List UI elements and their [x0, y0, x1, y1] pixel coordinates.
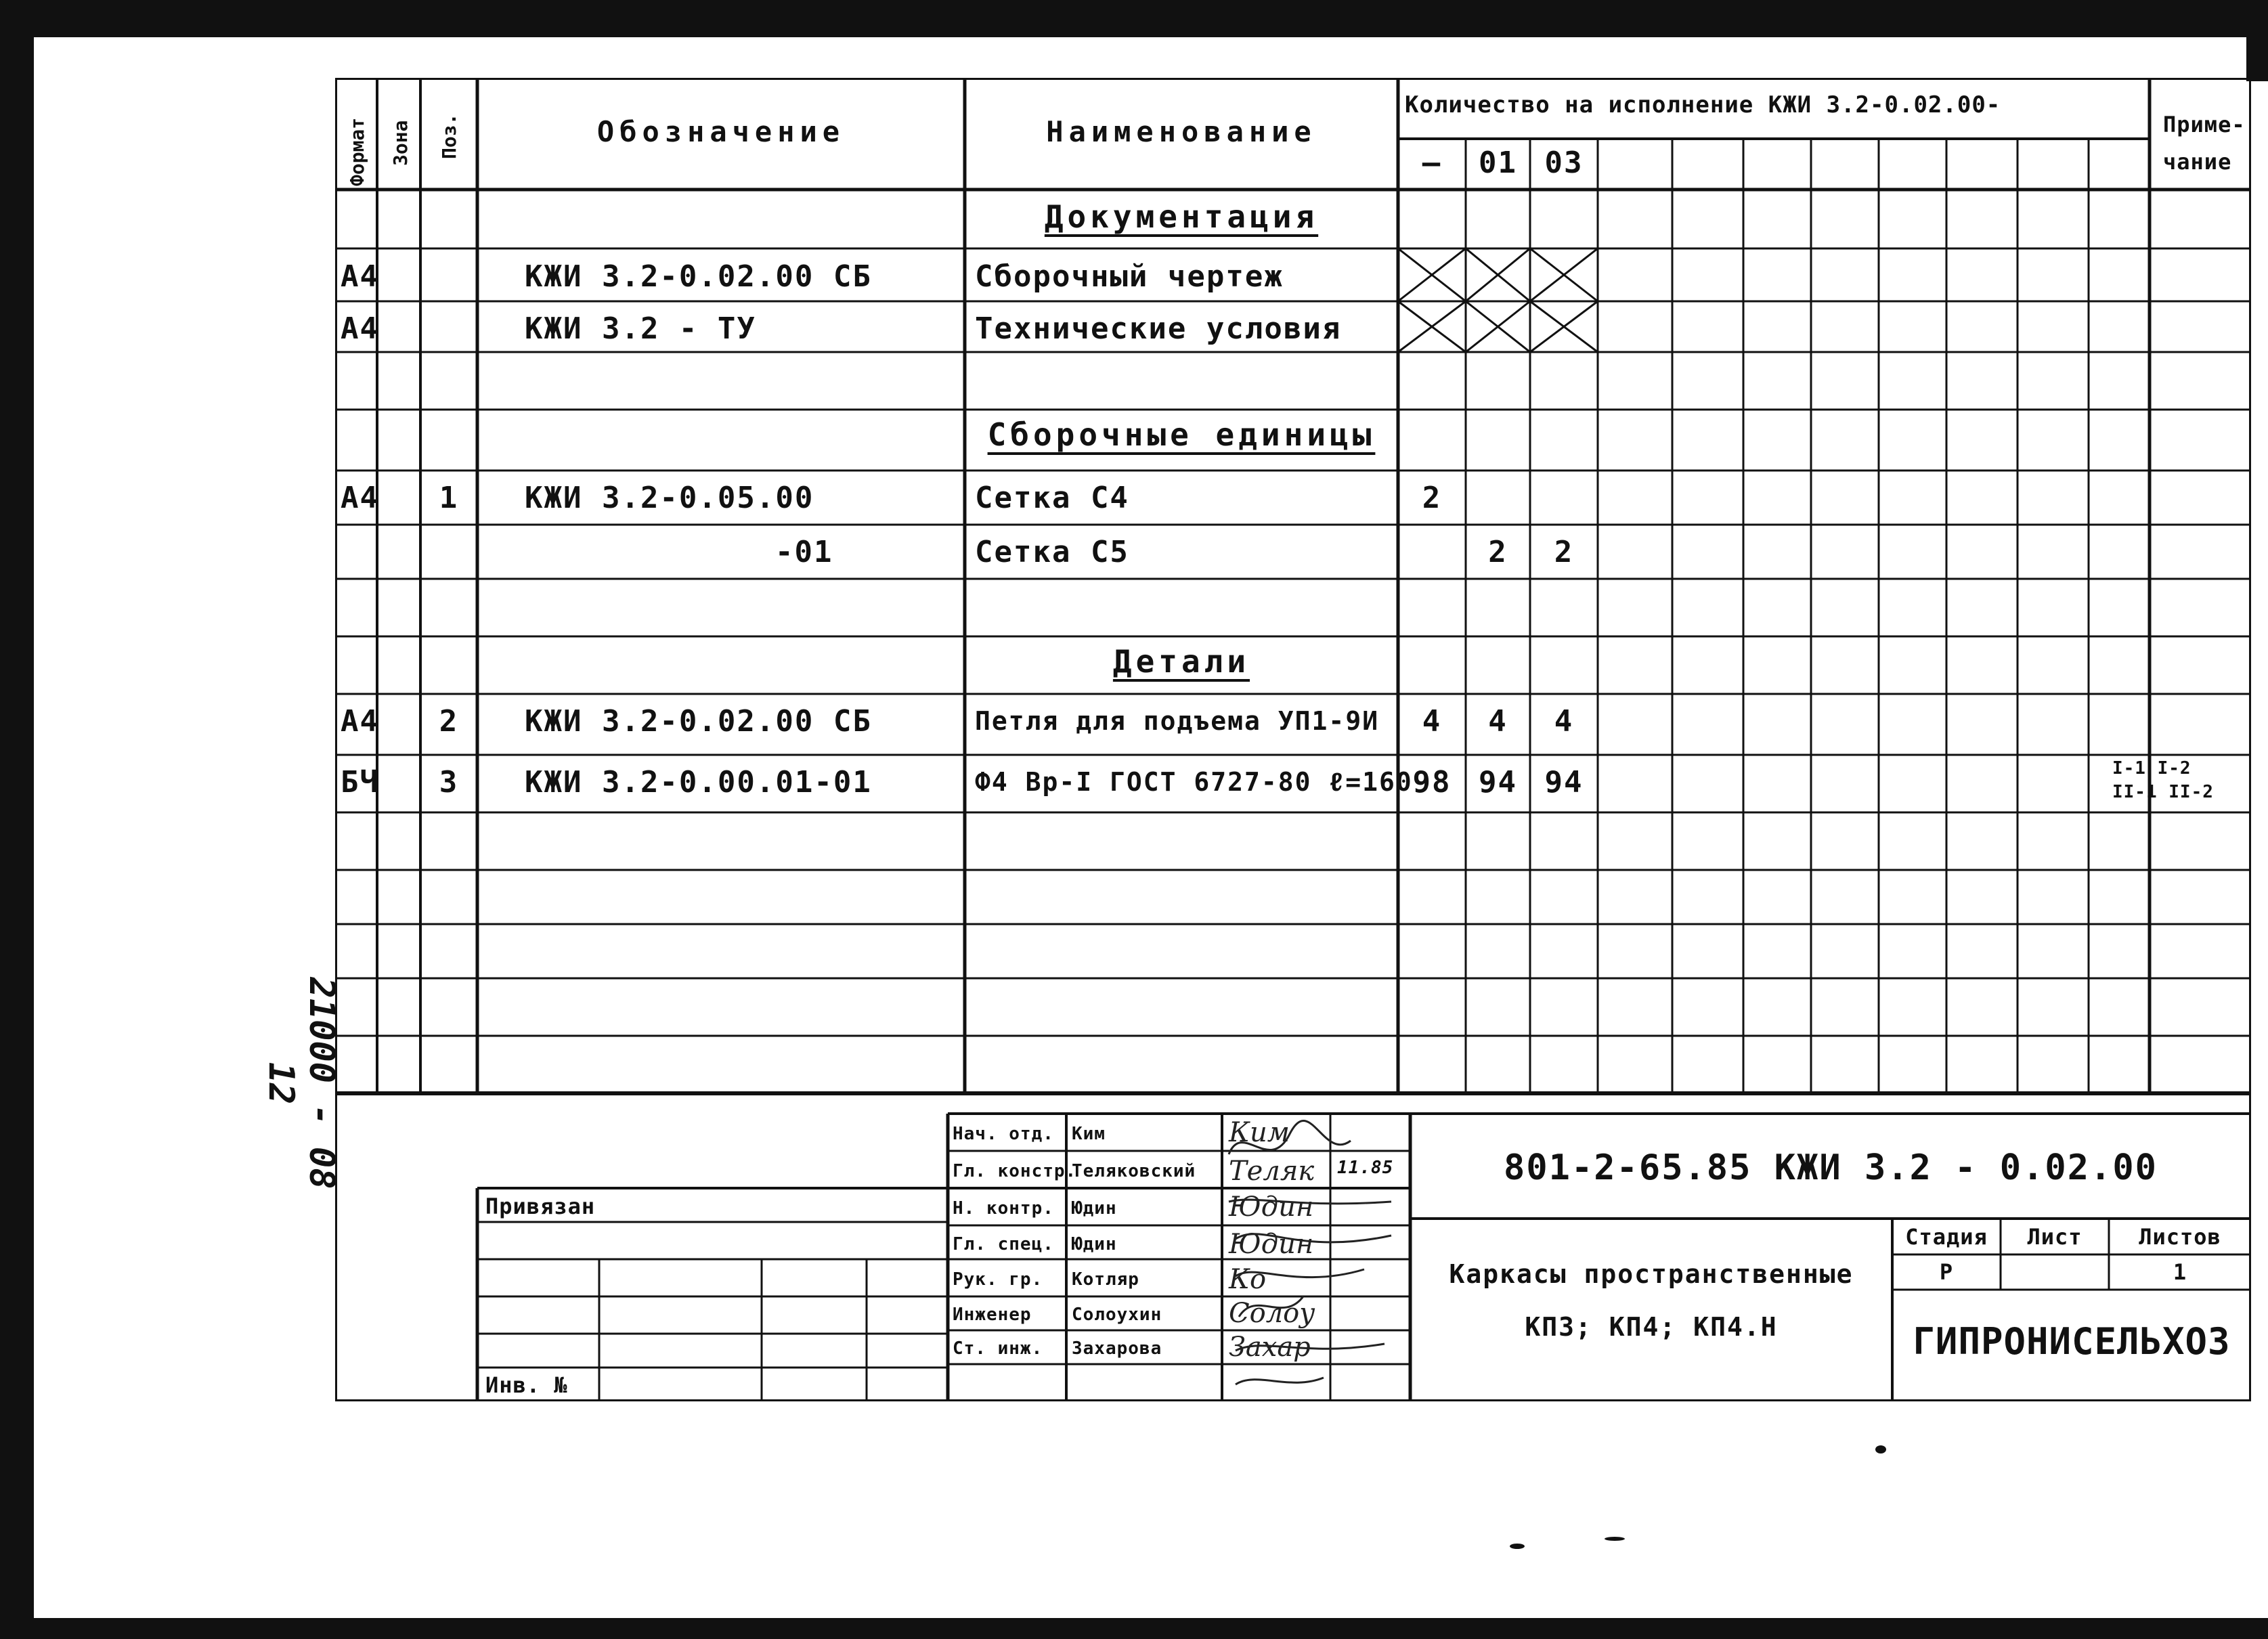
- name-kotlyar: Котляр: [1072, 1269, 1139, 1290]
- signature-7: Захар: [1229, 1332, 1311, 1363]
- signature-4: Юдин: [1229, 1229, 1314, 1260]
- signature-2: Теляк: [1229, 1156, 1315, 1187]
- header-pos: Поз.: [438, 113, 460, 159]
- header-format: Формат: [346, 117, 368, 186]
- row2-name: Технические условия: [975, 311, 1342, 346]
- side-stamp-text: 21000 - 08 12: [261, 977, 342, 1189]
- row1-name: Сборочный чертеж: [975, 259, 1284, 294]
- row1-designation: КЖИ 3.2-0.02.00 СБ: [525, 259, 872, 294]
- row6-format: БЧ: [341, 765, 379, 800]
- header-zone: Зона: [389, 120, 412, 166]
- header-qty-03: 03: [1544, 146, 1584, 180]
- document-code: 801-2-65.85 КЖИ 3.2 - 0.02.00: [1504, 1148, 2158, 1188]
- signature-6: Солоу: [1229, 1298, 1315, 1329]
- row5-format: А4: [341, 704, 379, 739]
- header-note-1: Приме-: [2163, 112, 2246, 137]
- name-soloukhin: Солоухин: [1072, 1305, 1162, 1325]
- row6-pos: 3: [439, 765, 459, 800]
- row4-qty-01: 2: [1488, 535, 1508, 569]
- row6-note-1: I-1 I-2: [2112, 758, 2191, 779]
- row6-name: Ф4 Вр-I ГОСТ 6727-80 ℓ=160: [975, 767, 1413, 797]
- row5-qty-base: 4: [1422, 704, 1442, 739]
- name-kim: Ким: [1072, 1124, 1106, 1144]
- scan-speck: [1510, 1544, 1525, 1549]
- signature-5: Ко: [1229, 1264, 1267, 1295]
- row5-qty-01: 4: [1488, 704, 1508, 739]
- row6-note-2: II-1 II-2: [2112, 782, 2214, 802]
- name-zakharova: Захарова: [1072, 1338, 1162, 1359]
- role-senior-engineer: Ст. инж.: [953, 1338, 1043, 1359]
- row1-format: А4: [341, 259, 379, 294]
- header-qty: Количество на исполнение КЖИ 3.2-0.02.00-: [1405, 91, 2001, 118]
- row6-qty-base: 98: [1412, 765, 1452, 800]
- row3-name: Сетка С4: [975, 481, 1129, 515]
- row3-format: А4: [341, 481, 379, 515]
- scan-border-left: [0, 0, 34, 1639]
- header-note-2: чание: [2163, 149, 2232, 175]
- header-designation: Обозначение: [596, 115, 846, 148]
- role-head-of-dept: Нач. отд.: [953, 1124, 1054, 1144]
- header-qty-01: 01: [1479, 146, 1517, 180]
- row4-name: Сетка С5: [975, 535, 1129, 569]
- row2-designation: КЖИ 3.2 - ТУ: [525, 311, 756, 346]
- row5-qty-03: 4: [1554, 704, 1574, 739]
- row3-pos: 1: [439, 481, 459, 515]
- side-stamp: [261, 941, 342, 1189]
- bound-label: Привязан: [485, 1194, 596, 1219]
- signature-3: Юдин: [1229, 1192, 1314, 1223]
- sign-date: 11.85: [1337, 1158, 1394, 1178]
- drawing-title-2: КП3; КП4; КП4.Н: [1525, 1312, 1778, 1342]
- scan-border-bottom: [0, 1618, 2268, 1639]
- row6-designation: КЖИ 3.2-0.00.01-01: [525, 765, 872, 800]
- sheets-label: Листов: [2139, 1224, 2221, 1250]
- row6-qty-03: 94: [1544, 765, 1584, 800]
- name-yudin-1: Юдин: [1072, 1198, 1117, 1219]
- name-yudin-2: Юдин: [1072, 1234, 1117, 1254]
- row3-qty-base: 2: [1422, 481, 1442, 515]
- inventory-number-label: Инв. №: [485, 1372, 568, 1398]
- row4-designation: -01: [775, 535, 833, 569]
- sheets-value: 1: [2173, 1259, 2187, 1285]
- role-chief-designer: Гл. констр.: [953, 1161, 1077, 1181]
- scan-speck: [1875, 1445, 1886, 1454]
- sheet-label: Лист: [2027, 1224, 2082, 1250]
- scan-border-top: [0, 0, 2268, 37]
- section-assemblies: Сборочные единицы: [987, 416, 1376, 453]
- role-engineer: Инженер: [953, 1305, 1032, 1325]
- row5-designation: КЖИ 3.2-0.02.00 СБ: [525, 704, 872, 739]
- section-parts: Детали: [1112, 643, 1250, 680]
- name-telyakovsky: Теляковский: [1072, 1161, 1196, 1181]
- role-norm-control: Н. контр.: [953, 1198, 1054, 1219]
- role-group-lead: Рук. гр.: [953, 1269, 1043, 1290]
- row2-format: А4: [341, 311, 379, 346]
- scan-border-right: [2246, 0, 2268, 81]
- section-documentation: Документация: [1044, 198, 1319, 235]
- row4-qty-03: 2: [1554, 535, 1574, 569]
- header-name: Наименование: [1046, 115, 1317, 148]
- stage-value: Р: [1939, 1259, 1954, 1285]
- role-chief-specialist: Гл. спец.: [953, 1234, 1054, 1254]
- header-qty-base: —: [1422, 146, 1442, 180]
- signature-1: Ким: [1229, 1117, 1290, 1148]
- scan-speck: [1605, 1537, 1625, 1541]
- specification-sheet: [335, 78, 2251, 1401]
- stage-label: Стадия: [1905, 1224, 1988, 1250]
- drawing-title-1: Каркасы пространственные: [1449, 1259, 1854, 1289]
- row5-name: Петля для подъема УП1-9И: [975, 706, 1380, 736]
- row3-designation: КЖИ 3.2-0.05.00: [525, 481, 814, 515]
- row5-pos: 2: [439, 704, 459, 739]
- organization-name: ГИПРОНИСЕЛЬХОЗ: [1913, 1320, 2231, 1363]
- row6-qty-01: 94: [1479, 765, 1517, 800]
